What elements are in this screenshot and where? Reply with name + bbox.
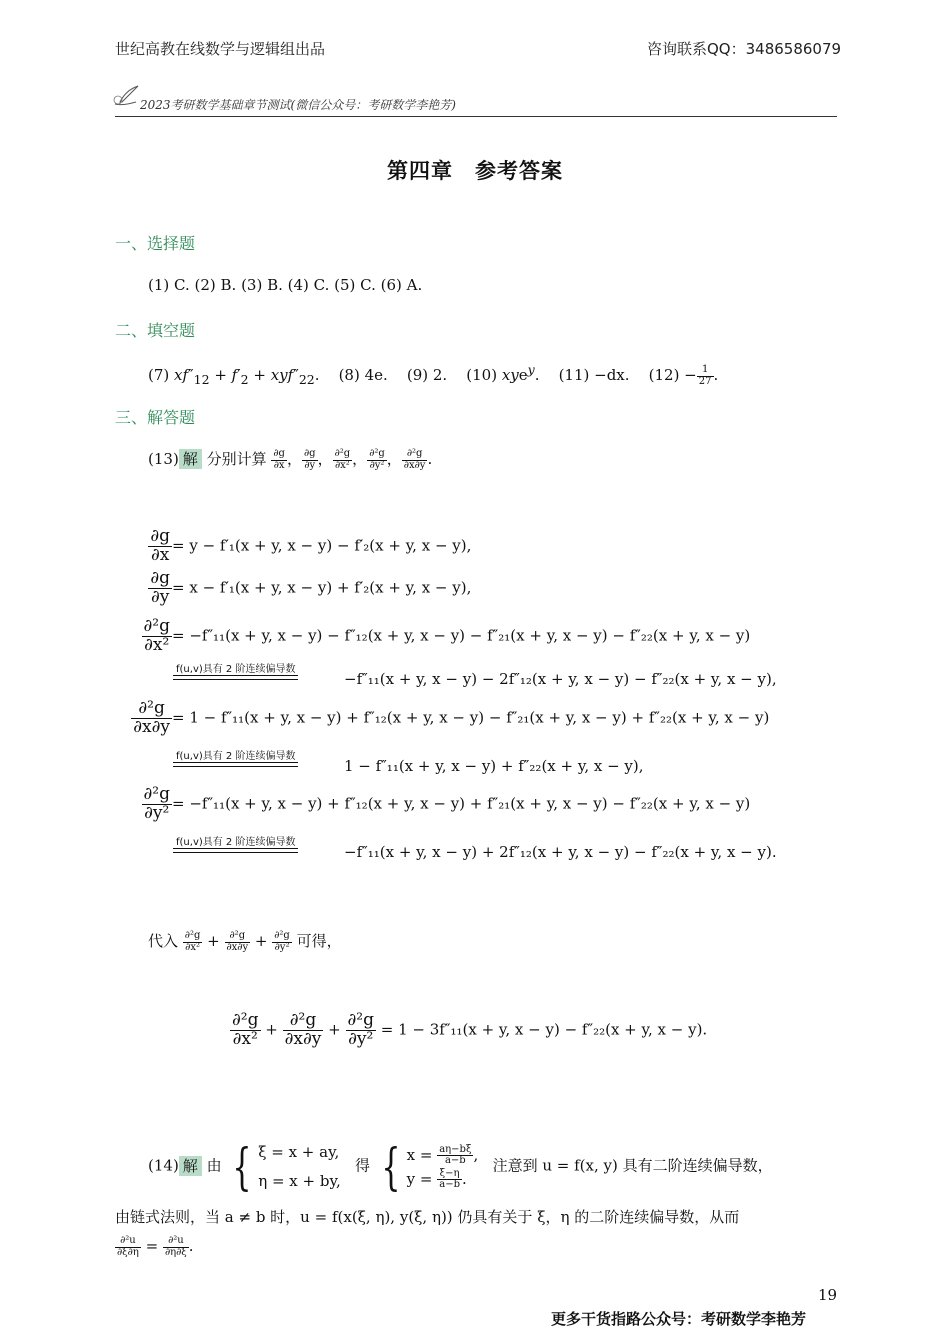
q13-intro: (13) 解 分别计算 $\frac{\partial g}{\partial x}$ ， $\frac{\partial g}{\partial y}$ ， $\frac{\text{∂²g}}{\text{∂x²}}$ ， $\frac{\text{∂²g}}{\text{∂y²}}$ ， $\frac{\text{∂²g}}{\partial x\partial y}$ .: [148, 448, 433, 471]
solution-tag: 解: [179, 449, 202, 469]
section-choice-heading: 一、选择题: [115, 234, 196, 253]
header-subtitle: 2023考研数学基础章节测试(微信公众号：考研数学李艳芳): [140, 98, 456, 112]
q13-label: (13): [148, 450, 179, 468]
header-left: 世纪高教在线数学与逻辑组出品: [115, 40, 326, 58]
section-fill-heading: 二、填空题: [115, 321, 196, 340]
eq-dg-dy: $\frac{\partial g}{\partial y}$ = x − f′₁(x + y, x − y) + f′₂(x + y, x − y),: [150, 568, 472, 607]
eq-d2g-dxdy-cont: 1 − f″₁₁(x + y, x − y) + f″₂₂(x + y, x − y),: [344, 757, 644, 775]
condition-label: f(u,v)具有 2 阶连续偏导数: [173, 660, 298, 680]
eq-d2g-dx2: $\frac{\text{∂²g}}{\text{∂x²}}$ = −f″₁₁(x + y, x − y) − f″₁₂(x + y, x − y) − f″₂₁(x + y, x − y) − f″₂₂(x + y, x − y): [143, 616, 751, 655]
fill-answers: (7) $xf''_{12} + f'_2 + xyf''_{22}$. (8) 4e. (9) 2. (10) xye$^y$. (11) −dx. (12) − $\frac{1}{27}$ .: [148, 362, 719, 387]
q14-line3: $\frac{\text{∂²u}}{\partial\xi\partial\eta}$ = $\frac{\text{∂²u}}{\partial\eta\partial\xi}$ .: [117, 1235, 194, 1258]
choice-answers: (1) C. (2) B. (3) B. (4) C. (5) C. (6) A.: [148, 276, 423, 294]
page-number: 19: [818, 1286, 838, 1304]
q14-note: 注意到 u = f(x, y) 具有二阶连续偏导数，: [492, 1156, 773, 1175]
q14-label: (14): [148, 1156, 179, 1175]
q12-label: (12) −: [648, 366, 697, 384]
header-right: 咨询联系QQ：3486586079: [647, 40, 842, 58]
q11-answer: (11) −dx.: [558, 366, 630, 384]
condition-label: f(u,v)具有 2 阶连续偏导数: [173, 833, 298, 853]
eq-d2g-dxdy: $\frac{\text{∂²g}}{\partial x\partial y}$ = 1 − f″₁₁(x + y, x − y) + f″₁₂(x + y, x − y) − f″₂₁(x + y, x − y) + f″₂₂(x + y, x − y): [133, 698, 770, 737]
q7-label: (7): [148, 366, 170, 384]
eq-d2g-dx2-cont: −f″₁₁(x + y, x − y) − 2f″₁₂(x + y, x − y) − f″₂₂(x + y, x − y),: [344, 670, 777, 688]
q9-answer: (9) 2.: [406, 366, 448, 384]
eq-d2g-dy2-cont: −f″₁₁(x + y, x − y) + 2f″₁₂(x + y, x − y) − f″₂₂(x + y, x − y).: [344, 843, 777, 861]
q8-answer: (8) 4e.: [338, 366, 388, 384]
q13-intro-text: 分别计算: [206, 450, 267, 468]
solution-tag: 解: [179, 1156, 202, 1176]
q14-line1: (14) 解 由 { ξ = x + ay, η = x + by, 得 { x = $\frac{a\eta-b\xi}{a-b}$ , y = $\frac{\xi-\eta}{a-b}$ . 注意到 u = f(x, y) 具有二阶连续偏导数，: [148, 1137, 773, 1196]
eq-result: $\frac{\text{∂²g}}{\text{∂x²}}$ + $\frac{\text{∂²g}}{\partial x\partial y}$ + $\frac{\text{∂²g}}{\text{∂y²}}$ = 1 − 3f″₁₁(x + y, x − y) − f″₂₂(x + y, x − y).: [232, 1010, 708, 1049]
condition-label: f(u,v)具有 2 阶连续偏导数: [173, 747, 298, 767]
q14-line2: 由链式法则，当 a ≠ b 时，u = f(x(ξ, η), y(ξ, η)) 仍具有关于 ξ，η 的二阶连续偏导数，从而: [115, 1208, 740, 1226]
section-solve-heading: 三、解答题: [115, 408, 196, 427]
footer-text: 更多干货指路公众号：考研数学李艳芳: [551, 1310, 807, 1328]
page-title: 第四章 参考答案: [387, 159, 563, 183]
q10-label: (10): [466, 366, 498, 384]
substitute-line: 代入 $\frac{\text{∂²g}}{\text{∂x²}}$ + $\frac{\text{∂²g}}{\partial x\partial y}$ + $\frac{\text{∂²g}}{\text{∂y²}}$ 可得，: [148, 930, 342, 953]
quill-logo-icon: [112, 84, 140, 108]
header-rule: [115, 116, 837, 117]
eq-d2g-dy2: $\frac{\text{∂²g}}{\text{∂y²}}$ = −f″₁₁(x + y, x − y) + f″₁₂(x + y, x − y) + f″₂₁(x + y, x − y) − f″₂₂(x + y, x − y): [143, 784, 751, 823]
eq-dg-dx: $\frac{\partial g}{\partial x}$ = y − f′₁(x + y, x − y) − f′₂(x + y, x − y),: [150, 526, 472, 565]
